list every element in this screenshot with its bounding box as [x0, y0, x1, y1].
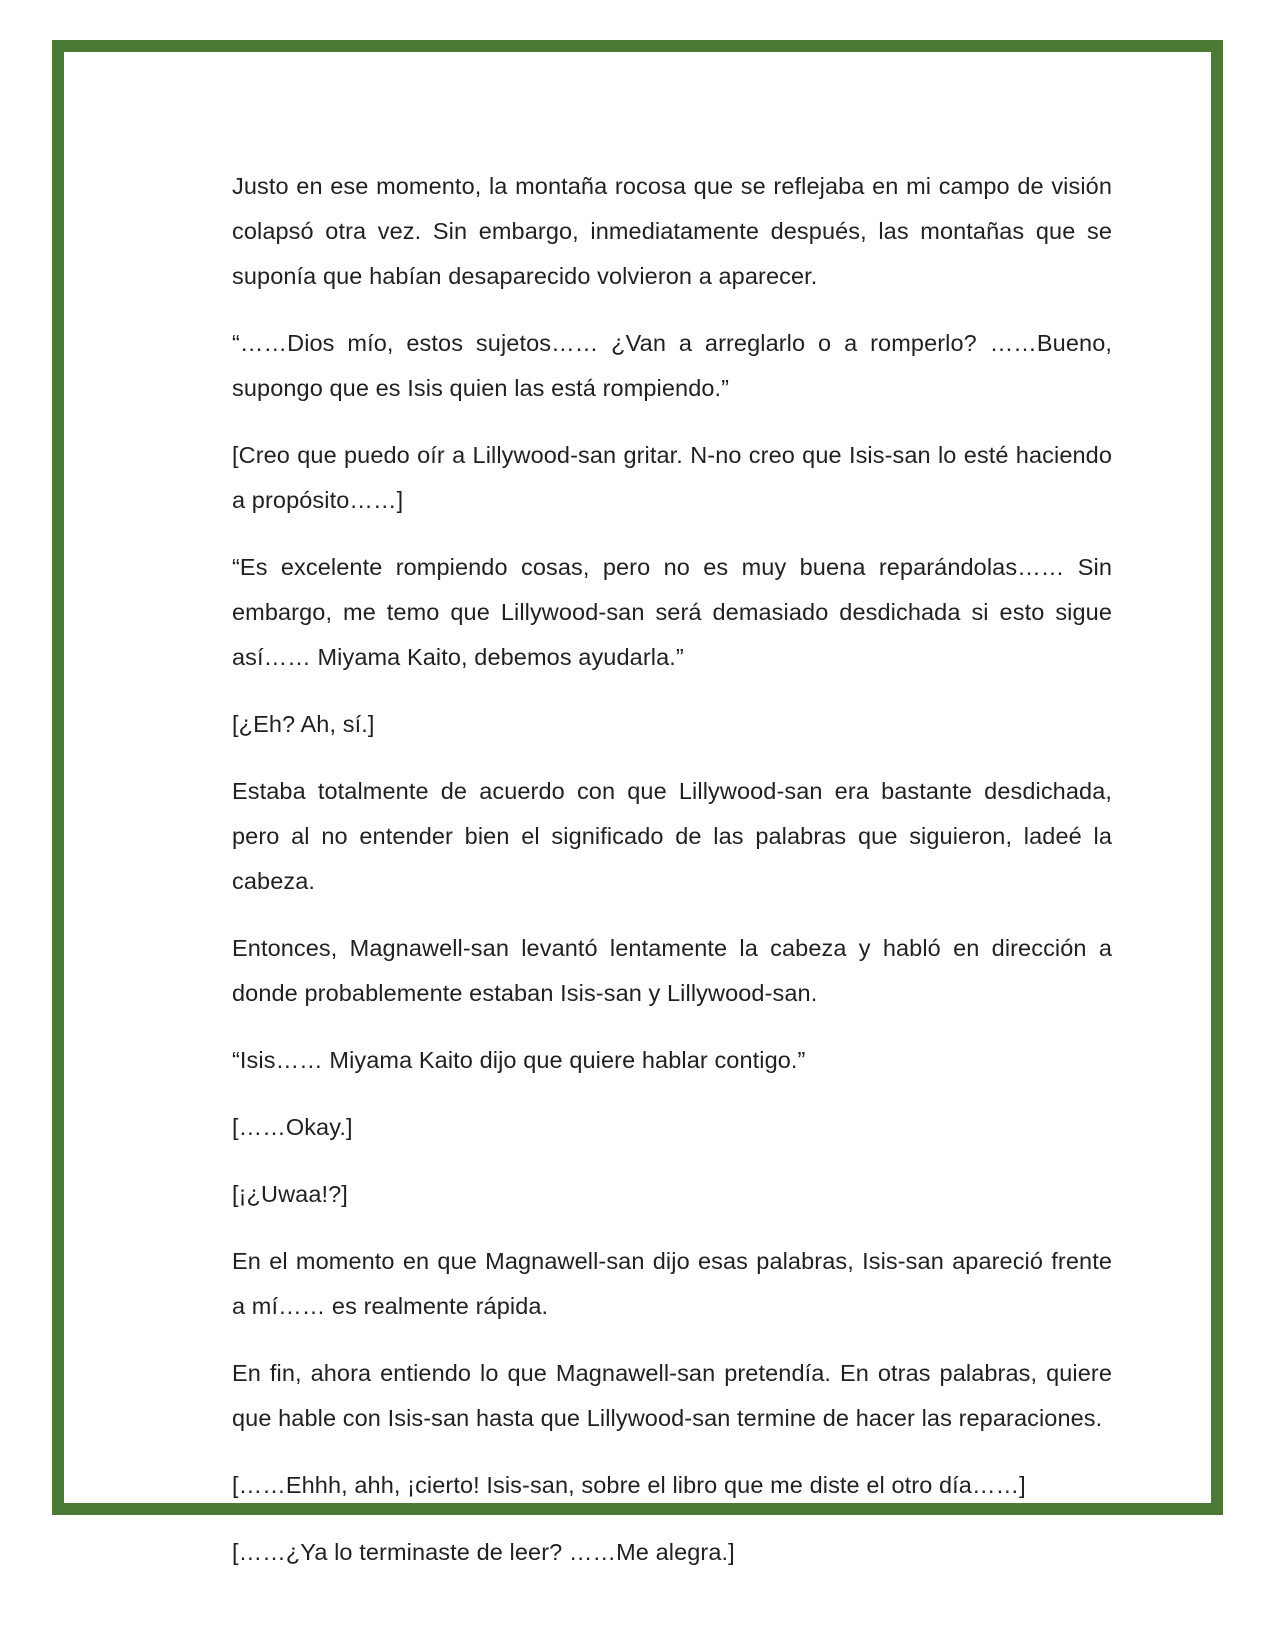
page-border-frame [52, 40, 1223, 1565]
paragraph: [……Ehhh, ahh, ¡cierto! Isis-san, sobre el libro que me diste el otro día……] [232, 1472, 1026, 1498]
paragraph: [……¿Ya lo terminaste de leer? ……Me alegra.] [232, 1539, 735, 1565]
paragraph: “Isis…… Miyama Kaito dijo que quiere hablar contigo.” [232, 1047, 806, 1073]
paragraph: En el momento en que Magnawell-san dijo esas palabras, Isis-san apareció frente a mí…… es realmente rápida. [232, 1248, 1112, 1319]
paragraph: En fin, ahora entiendo lo que Magnawell-san pretendía. En otras palabras, quiere que hable con Isis-san hasta que Lillywood-san termine de hacer las reparaciones. [232, 1360, 1112, 1431]
paragraph: Entonces, Magnawell-san levantó lentamente la cabeza y habló en dirección a donde probablemente estaban Isis-san y Lillywood-san. [232, 935, 1112, 1006]
paragraph: Estaba totalmente de acuerdo con que Lillywood-san era bastante desdichada, pero al no entender bien el significado de las palabras que siguieron, ladeé la cabeza. [232, 778, 1112, 894]
document-body [232, 164, 1112, 1575]
paragraph: [¿Eh? Ah, sí.] [232, 711, 375, 737]
paragraph: [¡¿Uwaa!?] [232, 1181, 348, 1207]
paragraph: [……Okay.] [232, 1114, 353, 1140]
paragraph: “Es excelente rompiendo cosas, pero no es muy buena reparándolas…… Sin embargo, me temo que Lillywood-san será demasiado desdichada si esto sigue así…… Miyama Kaito, debemos ayudarla.” [232, 554, 1112, 670]
paragraph: Justo en ese momento, la montaña rocosa que se reflejaba en mi campo de visión colapsó otra vez. Sin embargo, inmediatamente después, las montañas que se suponía que habían desaparecido volvieron a aparecer. [232, 173, 1112, 289]
paragraph: [Creo que puedo oír a Lillywood-san gritar. N-no creo que Isis-san lo esté haciendo a propósito……] [232, 442, 1112, 513]
paragraph: “……Dios mío, estos sujetos…… ¿Van a arreglarlo o a romperlo? ……Bueno, supongo que es Isis quien las está rompiendo.” [232, 330, 1112, 401]
